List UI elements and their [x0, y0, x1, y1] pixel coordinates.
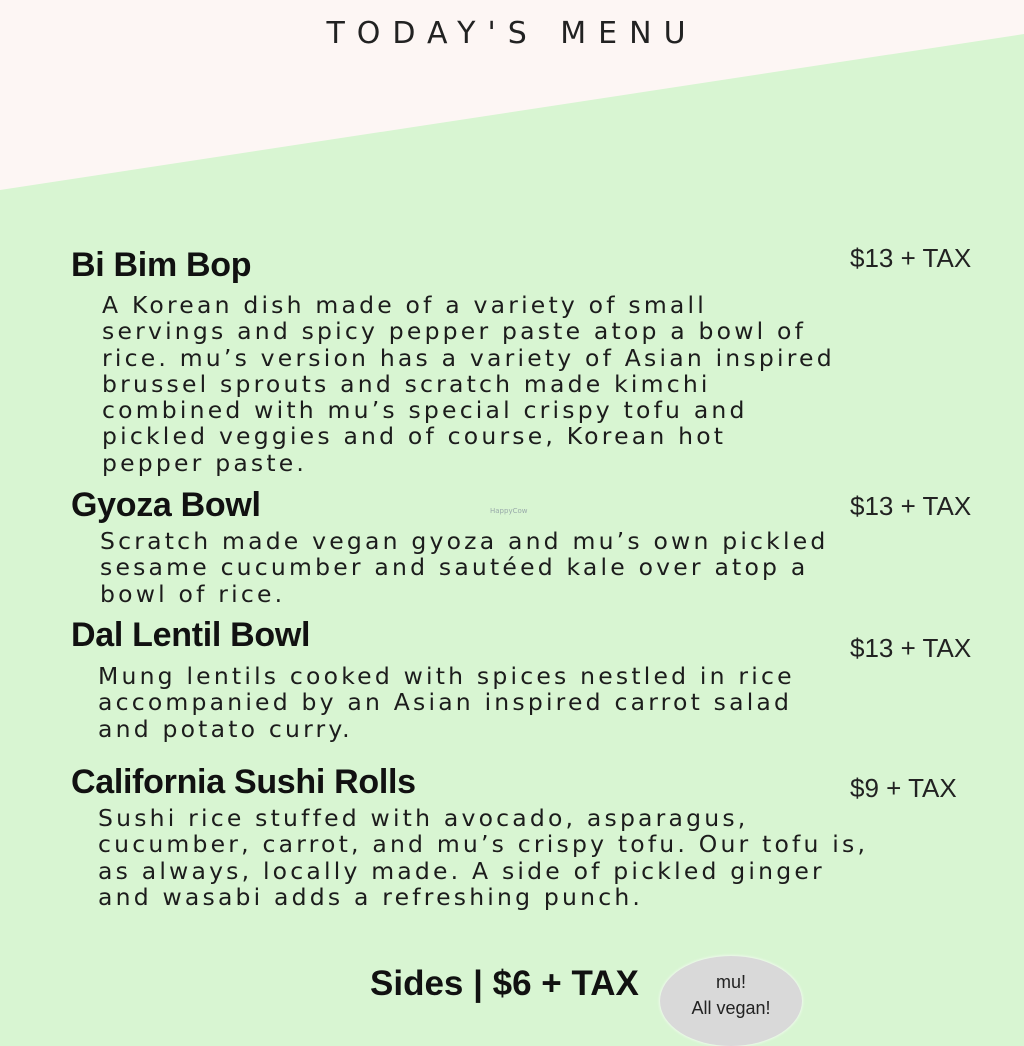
- sides-label: Sides | $6 + TAX: [370, 964, 639, 1003]
- item-name-bi-bim-bop: Bi Bim Bop: [71, 246, 252, 284]
- item-price-california-sushi-rolls: $9 + TAX: [850, 773, 957, 803]
- item-price-gyoza-bowl: $13 + TAX: [850, 491, 972, 521]
- badge-line-2: All vegan!: [691, 998, 771, 1018]
- menu-title: TODAY'S MENU: [326, 16, 698, 51]
- description-line: Mung lentils cooked with spices nestled in rice: [98, 662, 795, 690]
- item-description-dal-lentil-bowl: [98, 663, 795, 742]
- description-line: Sushi rice stuffed with avocado, asparagus,: [98, 804, 749, 832]
- item-description-gyoza-bowl: [100, 528, 828, 607]
- description-line: pickled veggies and of course, Korean hot: [102, 422, 727, 451]
- item-description-bi-bim-bop: [102, 292, 835, 476]
- item-name-dal-lentil-bowl: Dal Lentil Bowl: [71, 616, 311, 654]
- description-line: pepper paste.: [102, 448, 308, 477]
- description-line: sesame cucumber and sautéed kale over atop a: [100, 553, 809, 582]
- item-price-dal-lentil-bowl: $13 + TAX: [850, 633, 972, 663]
- description-line: A Korean dish made of a variety of small: [102, 291, 707, 319]
- watermark: HappyCow: [490, 507, 528, 515]
- description-line: bowl of rice.: [100, 579, 286, 608]
- item-description-california-sushi-rolls: [98, 805, 868, 910]
- item-price-bi-bim-bop: $13 + TAX: [850, 243, 972, 273]
- description-line: servings and spicy pepper paste atop a bowl of: [102, 317, 807, 346]
- all-vegan-badge: [660, 956, 802, 1046]
- description-line: cucumber, carrot, and mu’s crispy tofu. Our tofu is,: [98, 830, 869, 859]
- description-line: rice. mu’s version has a variety of Asian inspired: [102, 343, 835, 372]
- item-name-california-sushi-rolls: California Sushi Rolls: [71, 763, 416, 801]
- description-line: brussel sprouts and scratch made kimchi: [102, 369, 711, 398]
- description-line: as always, locally made. A side of pickled ginger: [98, 856, 825, 885]
- description-line: combined with mu’s special crispy tofu and: [102, 396, 748, 425]
- description-line: and potato curry.: [98, 714, 353, 743]
- badge-line-1: mu!: [715, 972, 746, 992]
- description-line: Scratch made vegan gyoza and mu’s own pickled: [100, 527, 829, 555]
- description-line: and wasabi adds a refreshing punch.: [98, 882, 644, 911]
- description-line: accompanied by an Asian inspired carrot salad: [98, 688, 793, 717]
- item-name-gyoza-bowl: Gyoza Bowl: [71, 486, 261, 524]
